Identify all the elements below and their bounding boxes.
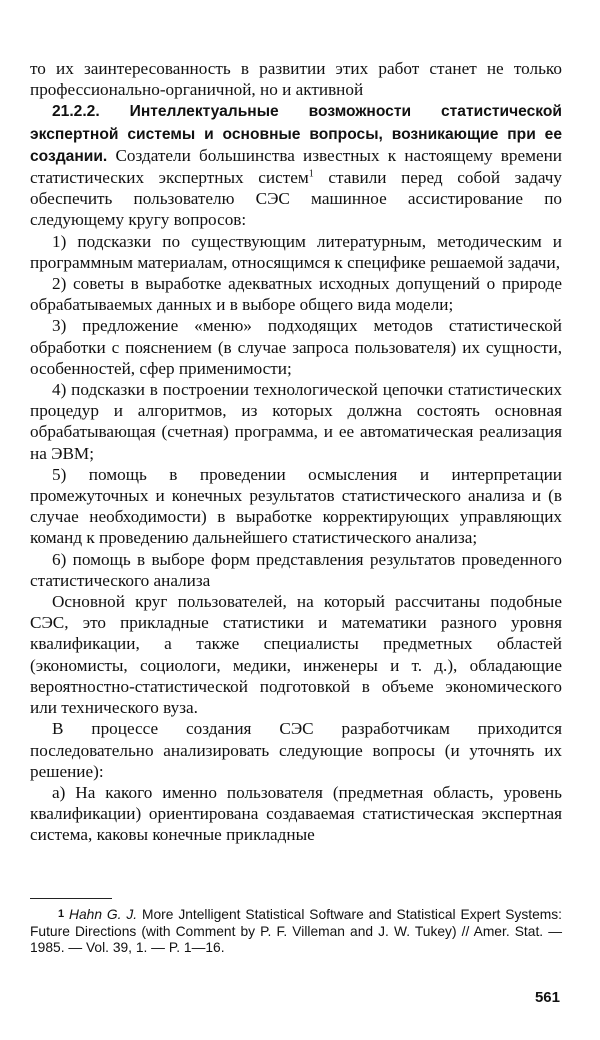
section-paragraph [30, 100, 562, 230]
section-heading: 21.2.2. Интеллектуальные возможности статистической экспертной системы и основные вопросы, возникающие при ее создании. [30, 103, 562, 165]
list-item-1: 1) подсказки по существующим литературным, методическим и программным материалам, относящимся к специфике решаемой задачи, [30, 231, 562, 272]
page-number: 561 [534, 989, 560, 1006]
list-item-6: 6) помощь в выборе форм представления результатов проведенного статистического анализа [30, 549, 562, 590]
list-item-2: 2) советы в выработке адекватных исходных допущений о природе обрабатываемых данных и в выборе общего вида модели; [30, 274, 562, 315]
continuation-text: то их заинтересованность в развитии этих работ станет не только профессионально-органичной, но и активной [30, 59, 562, 100]
footnote-text: More Jntelligent Statistical Software and Statistical Expert Systems: Future Directions (with Comment by P. F. Villeman and J. W. Tukey) // Amer. Stat. — 1985. — Vol. 39, 1. — P. 1—16. [30, 907, 562, 956]
footnote-divider [30, 898, 112, 899]
process-paragraph: В процессе создания СЭС разработчикам приходится последовательно анализировать следующие вопросы (и уточнять их решение): [30, 719, 562, 781]
intro-text-start: Создатели большинства известных к настоящему времени статистических экспертных систем [30, 145, 562, 188]
footnote-reference: 1 [308, 168, 314, 180]
footnote [30, 906, 562, 957]
footnote-marker: 1 [58, 908, 65, 920]
users-paragraph: Основной круг пользователей, на который рассчитаны подобные СЭС, это прикладные статистики и математики разного уровня квалификации, а также специалисты предметных областей (экономисты, социологи, медики, инженеры и т. д.), обладающие вероятностно-статистической подготовкой в объеме экономического или технического вуза. [30, 592, 562, 718]
list-item-a: а) На какого именно пользователя (предметная область, уровень квалификации) ориентирована создаваемая статистическая экспертная система, каковы конечные прикладные [30, 782, 562, 845]
intro-text-end: ставили перед собой задачу обеспечить пользователю СЭС машинное ассистирование по следующему кругу вопросов: [30, 168, 563, 230]
list-item-5: 5) помощь в проведении осмысления и интерпретации промежуточных и конечных результатов статистического анализа и (в случае необходимости) в выработке корректирующих управляющих команд к проведению дальнейшего статистического анализа; [30, 464, 562, 548]
page-body [30, 58, 562, 846]
list-item-3: 3) предложение «меню» подходящих методов статистической обработки с пояснением (в случае запроса пользователя) их сущности, особенностей, сфер применимости; [30, 316, 562, 378]
footnote-author: Hahn G. J. [69, 907, 138, 922]
list-item-4: 4) подсказки в построении технологической цепочки статистических процедур и алгоритмов, из которых должна состоять основная обрабатывающая (счетная) программа, и ее автоматическая реализация на ЭВМ; [30, 380, 562, 463]
